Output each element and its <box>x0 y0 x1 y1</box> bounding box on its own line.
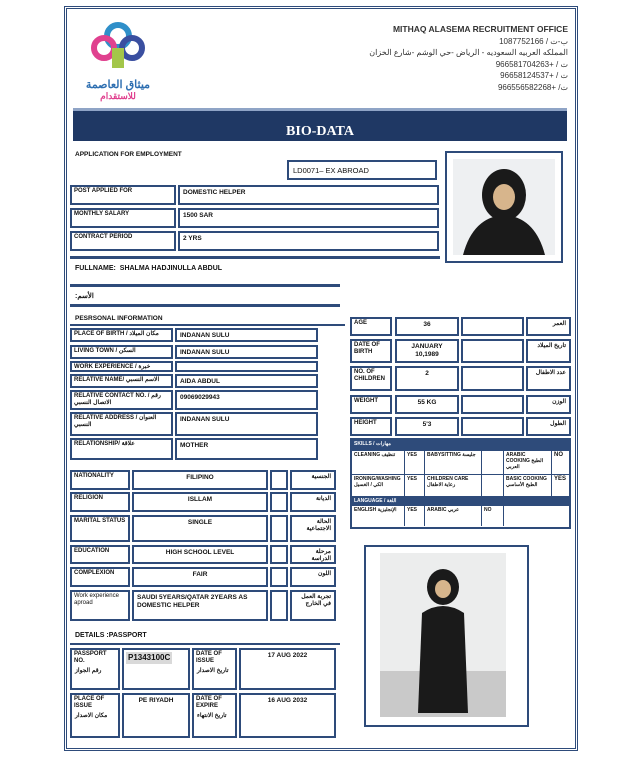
skill-cleaning: CLEANING تنظيف <box>352 451 405 474</box>
name-ar-label: :الأسم <box>75 293 94 300</box>
detail-blank-box <box>270 470 288 490</box>
personal-label-box <box>70 412 173 436</box>
stat-value: 5'3 <box>422 421 432 428</box>
personal-value-box <box>175 390 318 410</box>
stat-ar-box <box>526 366 571 391</box>
skill-basic-cooking: BASIC COOKING الطبخ الأساسي <box>504 475 552 496</box>
detail-ar-label: مرحلة الدراسة <box>311 549 331 563</box>
personal-title: PESRSONAL INFORMATION <box>75 315 163 322</box>
fullname-value: SHALMA HADJINULLA ABDUL <box>119 265 223 272</box>
stat-value-box <box>395 417 459 436</box>
detail-value-box <box>132 590 268 621</box>
detail-ar-label: الحالة الاجتماعية <box>306 519 331 533</box>
stat-value: JANUARY 10,1989 <box>411 343 443 358</box>
company-phone-2: ت / +96658124537 <box>500 71 568 80</box>
date-issue-box <box>239 648 336 690</box>
post-applied-value-box <box>178 185 439 205</box>
salary-label-box: MONTHLY SALARY <box>70 208 176 228</box>
personal-value: AIDA ABDUL <box>180 378 220 385</box>
stat-ar-box <box>526 395 571 414</box>
skill-cleaning-value: YES <box>405 451 425 474</box>
detail-ar-box <box>290 545 336 564</box>
company-cr: ب-ت / 1087752166 <box>499 36 568 46</box>
stat-ar-label: العمر <box>552 321 566 327</box>
portrait-frame <box>445 151 563 263</box>
personal-label-box <box>70 345 173 359</box>
detail-blank-box <box>270 515 288 542</box>
personal-value-box <box>175 438 318 460</box>
personal-label: PLACE OF BIRTH / مكان الميلاد <box>74 331 159 337</box>
personal-value-box <box>175 412 318 436</box>
ref-no: LD0071– EX ABROAD <box>293 166 369 175</box>
detail-value-box <box>132 545 268 564</box>
personal-label: RELATIVE CONTACT NO. / رقم الاتصال النسبي <box>74 393 161 407</box>
stat-ar-box <box>526 339 571 363</box>
stat-ar-label: الوزن <box>552 399 566 405</box>
lang-english: ENGLISH الإنجليزية <box>352 506 405 526</box>
detail-label: MARITAL STATUS <box>74 518 126 524</box>
detail-value: ISLLAM <box>187 496 213 503</box>
stat-ar-label: تاريخ الميلاد <box>537 343 566 349</box>
detail-blank-box <box>270 492 288 512</box>
skill-babysitting-value <box>482 451 504 474</box>
personal-label-box <box>70 374 173 388</box>
rule <box>70 284 340 287</box>
date-expire-label-box: DATE OF EXPIRE تاريخ الانتهاء <box>192 693 237 738</box>
detail-label-box <box>70 545 130 564</box>
detail-label-box <box>70 590 130 621</box>
salary-value: 1500 SAR <box>183 212 213 219</box>
post-applied-label-box: POST APPLIED FOR <box>70 185 176 205</box>
application-title: APPLICATION FOR EMPLOYMENT <box>75 151 182 158</box>
detail-value: FILIPINO <box>186 474 214 481</box>
personal-label: RELATIVE ADDRESS / العنوان النسبي <box>74 415 157 429</box>
personal-label: WORK EXPERIENCE / خبرة <box>74 364 151 370</box>
personal-label-box <box>70 328 173 342</box>
lang-english-value: YES <box>405 506 425 526</box>
passport-no: P1343100C <box>128 653 171 662</box>
skill-children-care-value <box>482 475 504 496</box>
stat-ar-box <box>526 317 571 336</box>
rule <box>70 256 440 259</box>
personal-value-box <box>175 328 318 342</box>
detail-label: RELIGION <box>74 495 104 501</box>
detail-ar-box <box>290 590 336 621</box>
personal-value-box <box>175 345 318 359</box>
skills-table <box>350 438 571 529</box>
skill-children-care: CHILDREN CARE رعاية الاطفال <box>425 475 482 496</box>
lang-arabic-value: NO <box>482 506 504 526</box>
stat-label-box <box>350 395 392 414</box>
person-fullbody-icon <box>380 553 506 717</box>
stat-ar-label: عدد الاطفال <box>535 370 566 376</box>
personal-label: RELATIONSHIP/ علاقة <box>74 441 135 447</box>
stat-value: 2 <box>425 370 429 377</box>
stat-blank-box <box>461 339 524 363</box>
personal-value-box <box>175 361 318 372</box>
contract-label-box: CONTRACT PERIOD <box>70 231 176 251</box>
personal-value: INDANAN SULU <box>180 349 230 356</box>
detail-ar-label: الجنسية <box>311 474 331 480</box>
detail-value: HIGH SCHOOL LEVEL <box>165 549 235 556</box>
ref-no-box <box>287 160 437 180</box>
date-expire-box <box>239 693 336 738</box>
detail-ar-label: الديانة <box>315 496 331 502</box>
logo-text-ar: ميثاق العاصمة <box>85 79 151 91</box>
company-name: MITHAQ ALASEMA RECRUITMENT OFFICE <box>392 24 568 34</box>
detail-ar-box <box>290 470 336 490</box>
rule <box>70 304 340 307</box>
stat-label: AGE <box>354 320 368 326</box>
detail-value-box <box>132 470 268 490</box>
stat-label-box <box>350 339 392 363</box>
detail-ar-box <box>290 515 336 542</box>
detail-ar-box <box>290 492 336 512</box>
detail-ar-label: تجربة العمل في الخارج <box>301 594 331 608</box>
stat-ar-box <box>526 417 571 436</box>
detail-label-box <box>70 492 130 512</box>
stat-value: 36 <box>423 321 431 328</box>
stat-label: DATE OF BIRTH <box>354 342 380 356</box>
personal-value <box>177 363 316 367</box>
detail-blank-box <box>270 590 288 621</box>
detail-value: FAIR <box>192 571 208 578</box>
detail-value: SAUDI 5YEARS/QATAR 2YEARS AS DOMESTIC HELPER <box>137 594 248 609</box>
detail-blank-box <box>270 567 288 587</box>
salary-value-box <box>178 208 439 228</box>
stat-blank-box <box>461 366 524 391</box>
detail-value-box <box>132 492 268 512</box>
detail-label-box <box>70 567 130 587</box>
company-logo <box>82 22 154 101</box>
skill-babysitting: BABYSITTING جليسة <box>425 451 482 474</box>
company-header <box>369 24 568 93</box>
post-applied-value: DOMESTIC HELPER <box>183 189 246 196</box>
stat-blank-box <box>461 417 524 436</box>
stat-value: 55 KG <box>417 399 437 406</box>
detail-label-box <box>70 470 130 490</box>
fullname-row <box>75 265 222 272</box>
personal-label-box <box>70 361 173 372</box>
place-issue-value: PE RIYADH <box>138 697 174 704</box>
rule <box>70 324 345 326</box>
skills-title: SKILLS / مهارات <box>352 440 569 451</box>
logo-text-ar-2: للاستقدام <box>100 91 136 101</box>
company-phone-3: ت/ +966556582268 <box>497 82 568 92</box>
date-issue-value: 17 AUG 2022 <box>267 652 308 659</box>
passport-title: DETAILS :PASSPORT <box>75 632 147 639</box>
stat-label-box <box>350 317 392 336</box>
fullbody-photo <box>380 553 506 717</box>
portrait-photo <box>453 159 555 255</box>
stat-value-box <box>395 395 459 414</box>
stat-blank-box <box>461 395 524 414</box>
stat-value-box <box>395 317 459 336</box>
stat-label-box <box>350 417 392 436</box>
stat-label: WEIGHT <box>354 398 378 404</box>
personal-value: 09069029943 <box>180 394 220 401</box>
skill-arabic-cooking-value: NO <box>554 452 563 458</box>
rule <box>70 643 340 645</box>
detail-blank-box <box>270 545 288 564</box>
detail-ar-label: اللون <box>318 571 331 577</box>
detail-label: NATIONALITY <box>74 473 114 479</box>
passport-no-box <box>122 648 190 690</box>
detail-value-box <box>132 567 268 587</box>
detail-label: EDUCATION <box>74 548 110 554</box>
company-address: المملكه العربيه السعوديه - الرياض -حي الوشم -شارع الخزان <box>369 48 568 57</box>
skill-ironing: IRONING/WASHING الكي / الغسيل <box>352 475 405 496</box>
stat-value-box <box>395 366 459 391</box>
banner-title: BIO-DATA <box>286 124 354 139</box>
personal-label: RELATIVE NAME/ الاسم النسبي <box>74 377 160 383</box>
biodata-banner <box>73 108 567 141</box>
stat-value-box <box>395 339 459 363</box>
language-title: LANGUAGE / اللغة <box>352 497 569 506</box>
detail-value: SINGLE <box>187 519 213 526</box>
skill-ironing-value: YES <box>405 475 425 496</box>
personal-value-box <box>175 374 318 388</box>
personal-label-box <box>70 390 173 410</box>
lang-arabic: ARABIC عربي <box>425 506 482 526</box>
skill-basic-cooking-value: YES <box>554 476 567 482</box>
detail-value-box <box>132 515 268 542</box>
fullname-label: FULLNAME: <box>75 265 116 272</box>
personal-label-box <box>70 438 173 460</box>
stat-label: NO. OF CHILDREN <box>354 369 385 383</box>
date-issue-label-box: DATE OF ISSUE تاريخ الاصدار <box>192 648 237 690</box>
detail-label: COMPLEXION <box>74 570 115 576</box>
contract-value: 2 YRS <box>183 235 202 242</box>
detail-label: Work experience aproad <box>74 593 119 607</box>
passport-no-label-box: PASSPORT NO. رقم الجواز <box>70 648 120 690</box>
stat-blank-box <box>461 317 524 336</box>
company-phone-1: ت / +966581704263 <box>495 59 568 69</box>
personal-label: LIVING TOWN / السكن <box>74 348 136 354</box>
personal-value: INDANAN SULU <box>180 416 230 423</box>
personal-value: INDANAN SULU <box>180 332 230 339</box>
logo-mark-icon <box>82 22 154 74</box>
date-expire-value: 16 AUG 2032 <box>267 697 308 704</box>
stat-ar-label: الطول <box>550 421 566 427</box>
fullbody-frame <box>364 545 529 727</box>
place-issue-label-box: PLACE OF ISSUE مكان الاصدار <box>70 693 120 738</box>
place-issue-box <box>122 693 190 738</box>
stat-label: HEIGHT <box>354 420 377 426</box>
detail-label-box <box>70 515 130 542</box>
personal-value: MOTHER <box>180 442 209 449</box>
skill-arabic-cooking: ARABIC COOKING الطبخ العربي <box>504 451 552 474</box>
contract-value-box <box>178 231 439 251</box>
detail-ar-box <box>290 567 336 587</box>
person-portrait-icon <box>453 159 555 255</box>
stat-label-box <box>350 366 392 391</box>
